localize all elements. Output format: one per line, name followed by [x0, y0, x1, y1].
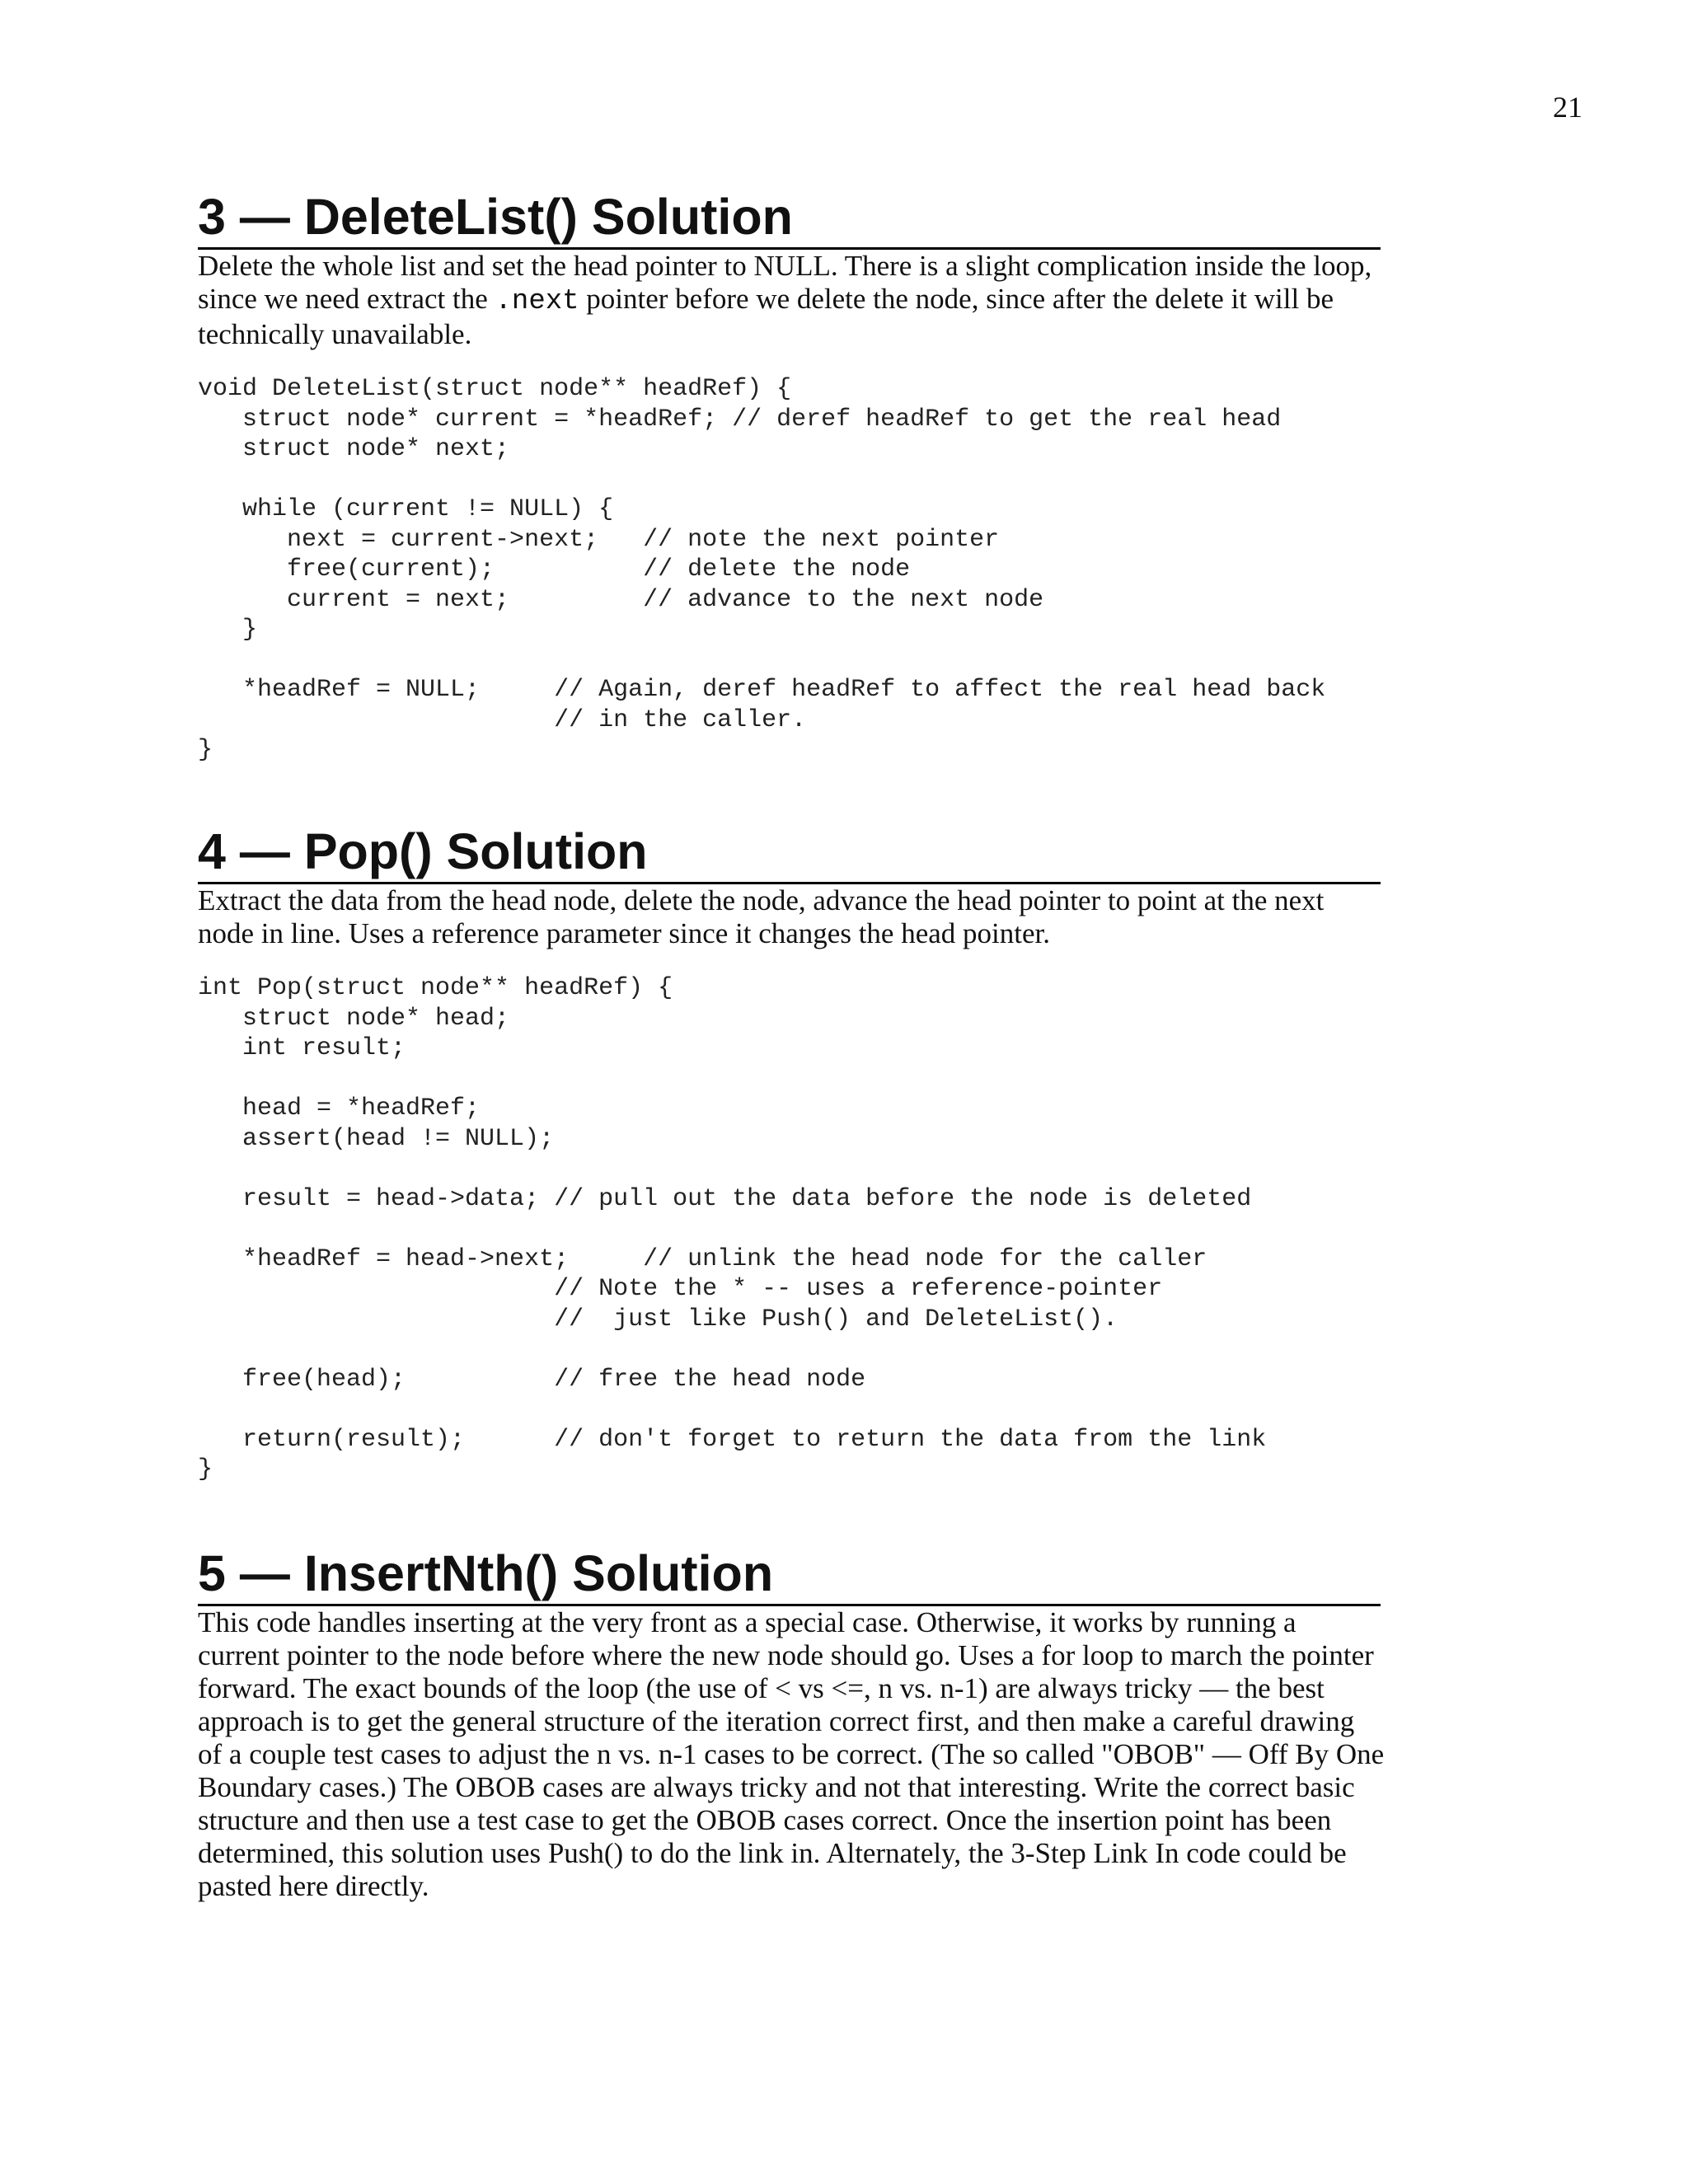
section-deletelist [198, 186, 1385, 766]
page-number: 21 [1553, 91, 1582, 124]
section-heading: 3 — DeleteList() Solution [198, 186, 1381, 250]
section-heading: 4 — Pop() Solution [198, 821, 1381, 884]
code-block: int Pop(struct node** headRef) { struct node* head; int result; head = *headRef; assert(head != NULL); result = head->data; // pull out the data before the node is deleted *headRef = head->next; // unlink the head node for the caller // Note the * -- uses a reference-pointer // just like Push() and DeleteList(). free(head); // free the head node return(result); // don't forget to return the data from the link } [198, 974, 1267, 1483]
description-text: Delete the whole list and set the head pointer to NULL. There is a slight complication inside the loop, since we need extract the [198, 250, 1372, 315]
section-description [198, 250, 1385, 351]
inline-code: .next [495, 286, 579, 317]
section-insertnth [198, 1543, 1385, 1903]
section-pop [198, 821, 1385, 1485]
section-description: This code handles inserting at the very front as a special case. Otherwise, it works by running a current pointer to the node before where the new node should go. Uses a for loop to march the pointer forward. The exact bounds of the loop (the use of < vs <=, n vs. n-1) are always tricky — the best approach is to get the general structure of the iteration correct first, and then make a careful drawing of a couple test cases to adjust the n vs. n-1 cases to be correct. (The so called "OBOB" — Off By One Boundary cases.) The OBOB cases are always tricky and not that interesting. Write the correct basic structure and then use a test case to get the OBOB cases correct. Once the insertion point has been determined, this solution uses Push() to do the link in. Alternately, the 3-Step Link In code could be pasted here directly. [198, 1606, 1385, 1902]
section-description: Extract the data from the head node, delete the node, advance the head pointer to point at the next node in line. Uses a reference parameter since it changes the head pointer. [198, 884, 1325, 949]
description-text: pointer before we delete the node, since after the delete it will be technically unavailable. [198, 283, 1334, 350]
code-block: void DeleteList(struct node** headRef) { struct node* current = *headRef; // deref headRef to get the real head struct node* next; while (current != NULL) { next = current->next; // note the next pointer free(current); // delete the node current = next; // advance to the next node } *headRef = NULL; // Again, deref headRef to affect the real head back // in the caller. } [198, 375, 1326, 764]
section-heading: 5 — InsertNth() Solution [198, 1543, 1381, 1606]
